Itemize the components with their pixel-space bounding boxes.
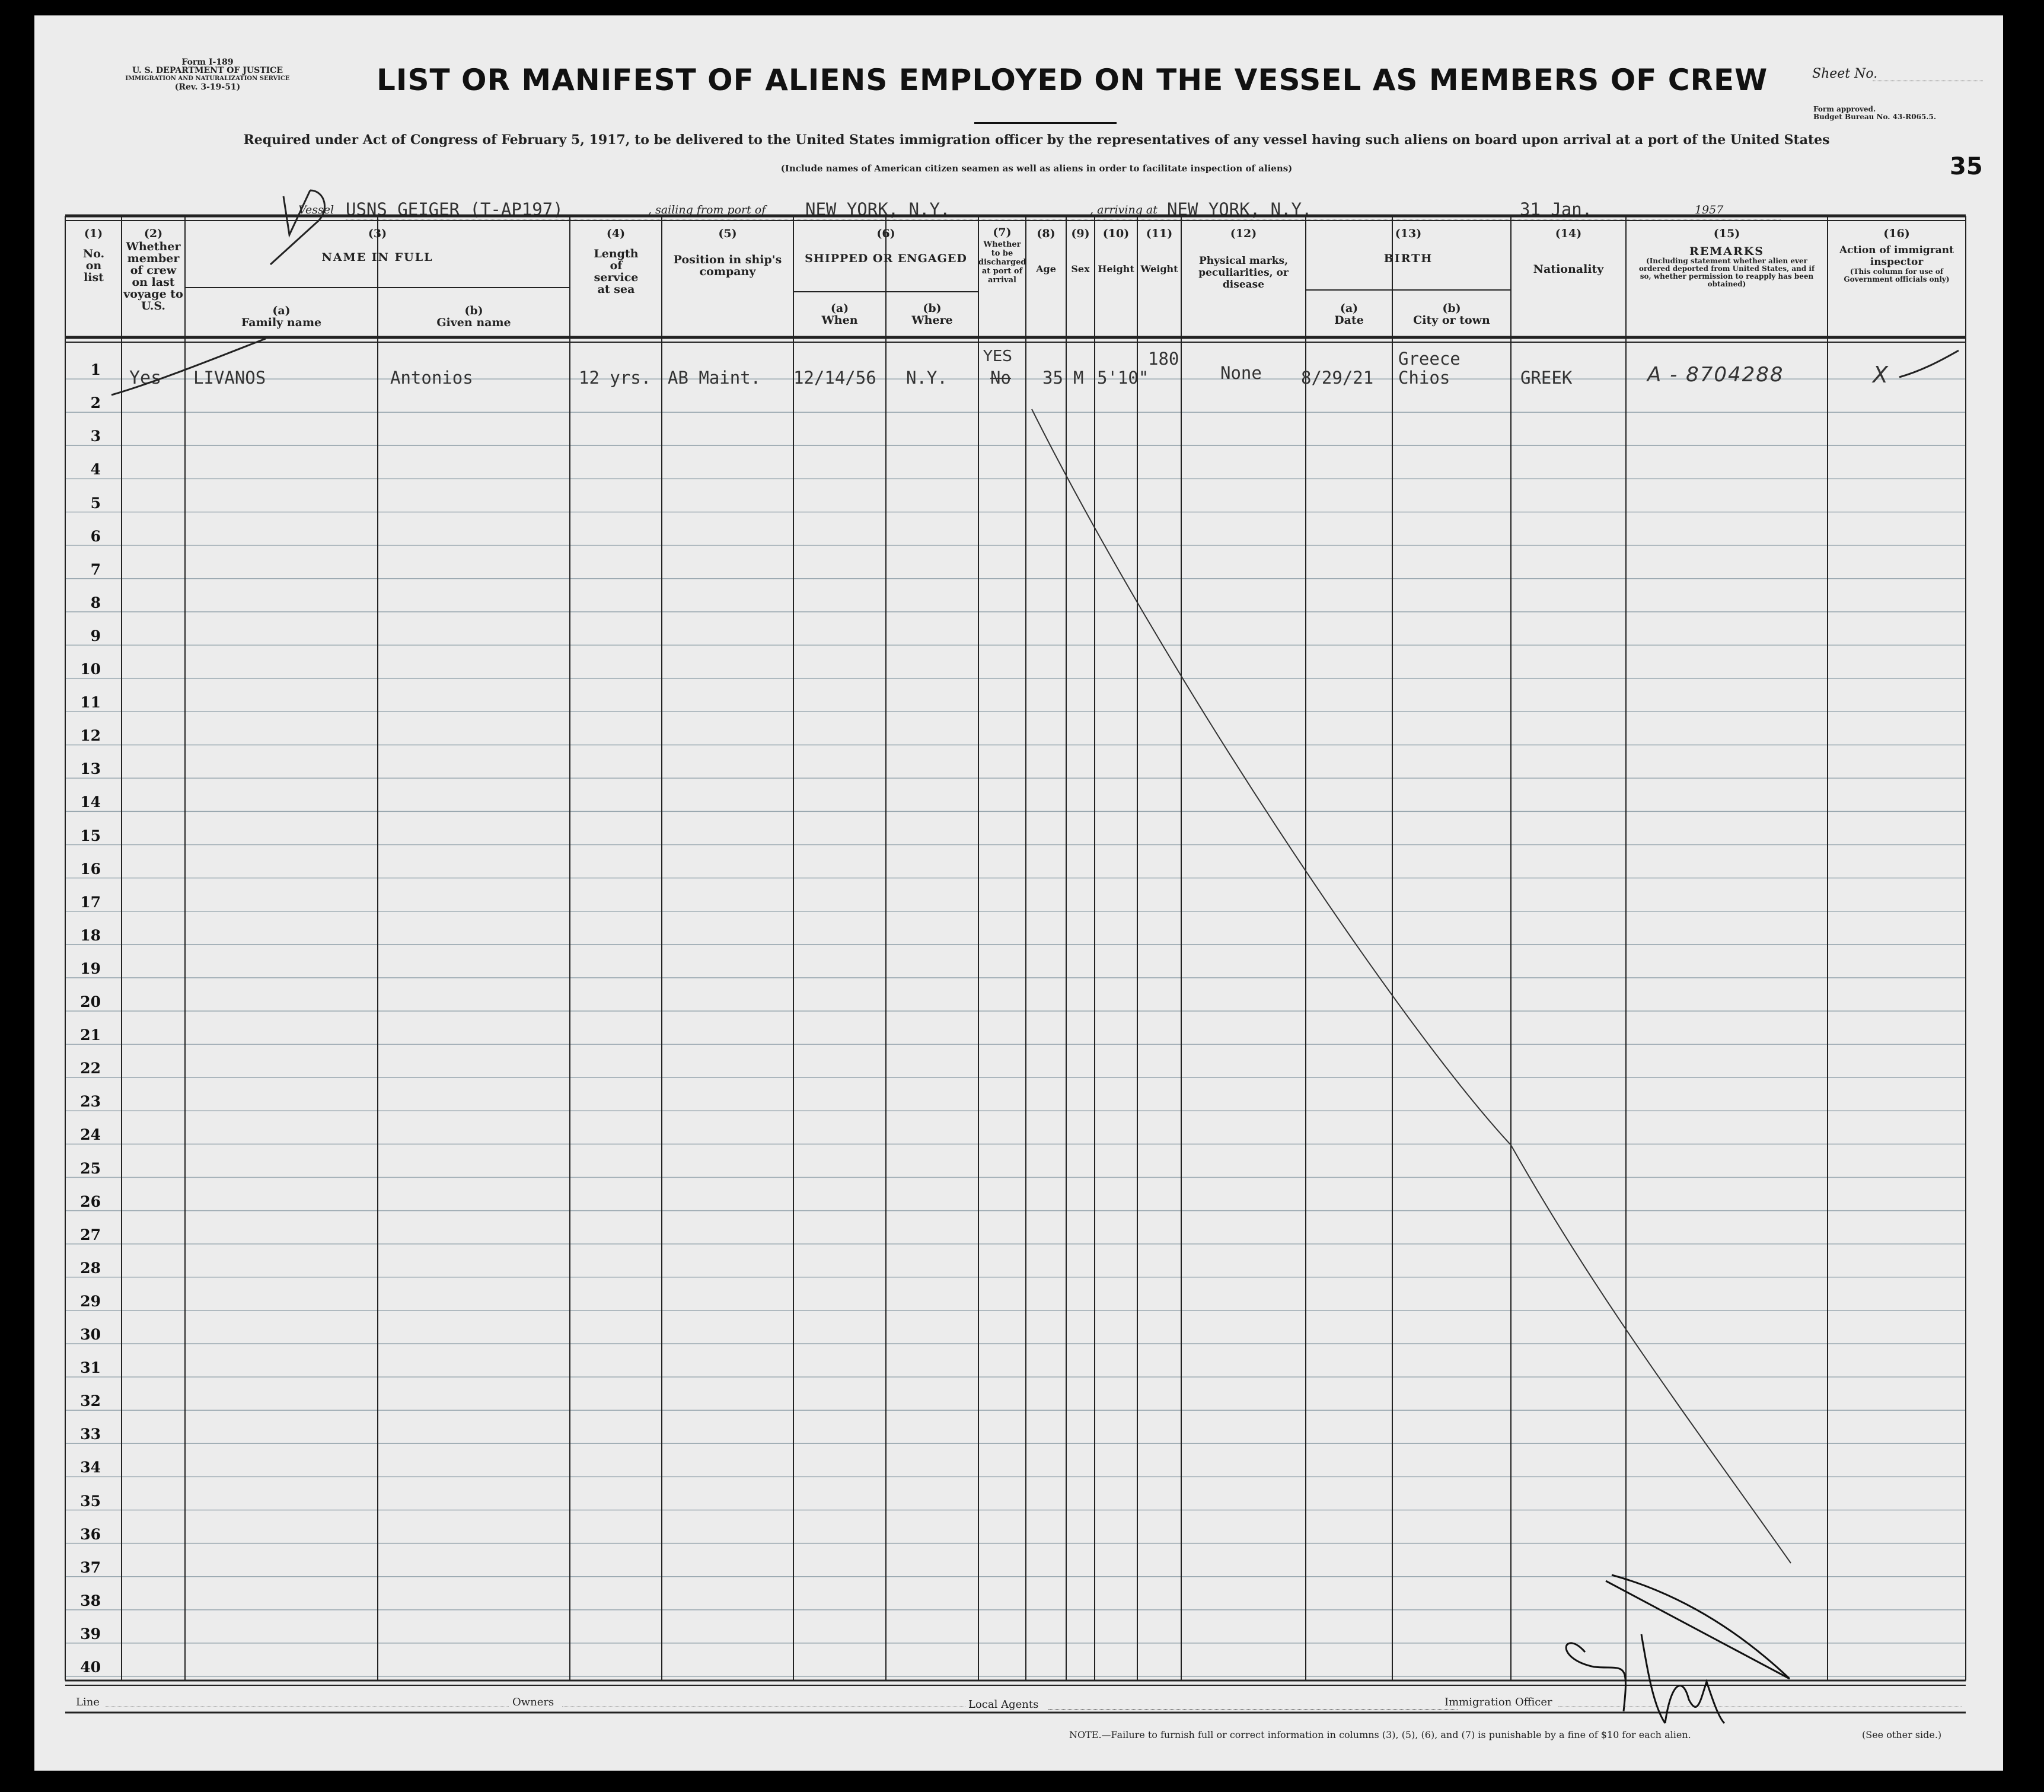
col3a-num: (a) xyxy=(272,304,291,317)
row-number: 40 xyxy=(80,1659,101,1676)
row-number: 25 xyxy=(80,1159,101,1177)
col7-header xyxy=(978,228,1026,285)
shipped-when-value: 12/14/56 xyxy=(793,368,876,388)
col14-label: Nationality xyxy=(1533,263,1604,276)
col6a-num: (a) xyxy=(830,302,849,315)
col13a-header xyxy=(1306,302,1392,326)
col3b-num: (b) xyxy=(464,304,483,317)
budget-bureau: Budget Bureau No. 43-R065.5. xyxy=(1813,113,1937,121)
arrival-date: 31 Jan. xyxy=(1520,199,1593,219)
col3a-label: Family name xyxy=(241,316,322,329)
height-value: 5'10" xyxy=(1097,368,1149,388)
row-number: 13 xyxy=(80,760,101,778)
col8-header xyxy=(1026,228,1066,275)
row-number: 3 xyxy=(90,428,101,445)
birth-city-value: Chios xyxy=(1398,368,1450,388)
row-number: 38 xyxy=(80,1592,101,1609)
row-number: 8 xyxy=(90,594,101,611)
col8-label: Age xyxy=(1036,263,1056,275)
weight-value: 180 xyxy=(1148,349,1179,369)
col15-sub: (Including statement whether alien ever ordered deported from United States, and if so, whether permission to reapply has been obtained) xyxy=(1638,257,1815,288)
col14-num: (14) xyxy=(1555,227,1582,240)
col6a-label: When xyxy=(821,314,858,327)
form-number: Form I-189 xyxy=(181,58,234,67)
col14-header xyxy=(1511,228,1626,275)
footer-line-label: Line xyxy=(76,1696,100,1708)
col1-num: (1) xyxy=(84,227,103,240)
birth-country-value: Greece xyxy=(1398,349,1461,369)
col1-label: No. on list xyxy=(82,247,105,284)
col15-header xyxy=(1626,228,1828,288)
col3b-label: Given name xyxy=(436,316,511,329)
row-number: 27 xyxy=(80,1226,101,1243)
col9-header xyxy=(1066,228,1095,275)
col13b-header xyxy=(1392,302,1511,326)
col13-label: BIRTH xyxy=(1383,252,1433,265)
col6-num: (6) xyxy=(876,227,895,240)
vessel-name: USNS GEIGER (T-AP197) xyxy=(346,199,563,219)
vessel-label: Vessel xyxy=(298,203,334,216)
shipped-where-value: N.Y. xyxy=(906,368,948,388)
row-number: 2 xyxy=(90,394,101,412)
row-number: 5 xyxy=(90,494,101,512)
col3b-header xyxy=(378,305,570,329)
row-number: 10 xyxy=(80,661,101,678)
row-number: 31 xyxy=(80,1359,101,1377)
col2-label: Whether member of crew on last voyage to U.S. xyxy=(123,240,183,313)
arriving-port: NEW YORK, N.Y. xyxy=(1167,199,1312,219)
service-value: 12 yrs. xyxy=(579,368,652,388)
col7-label: Whether to be discharged at port of arrival xyxy=(978,240,1026,285)
col4-header xyxy=(570,228,662,295)
col3-header xyxy=(185,228,570,263)
col11-num: (11) xyxy=(1146,227,1173,240)
col13-header xyxy=(1306,228,1511,264)
col12-label: Physical marks, peculiarities, or disease xyxy=(1198,255,1289,291)
col5-label: Position in ship's company xyxy=(673,253,782,278)
form-revision: (Rev. 3-19-51) xyxy=(174,82,241,92)
col15-num: (15) xyxy=(1713,227,1740,240)
row-number: 22 xyxy=(80,1060,101,1077)
row-number: 17 xyxy=(80,893,101,911)
col15-label: REMARKS xyxy=(1689,245,1765,258)
col10-num: (10) xyxy=(1102,227,1130,240)
col6-header xyxy=(793,228,978,264)
arriving-label: , arriving at xyxy=(1090,203,1157,216)
col6b-num: (b) xyxy=(923,302,942,315)
col12-header xyxy=(1181,228,1306,291)
discharge-yes-value: YES xyxy=(983,347,1012,365)
row-number: 11 xyxy=(80,694,101,712)
col16-num: (16) xyxy=(1883,227,1910,240)
sailing-port: NEW YORK, N.Y. xyxy=(805,199,951,219)
row-number: 24 xyxy=(80,1126,101,1144)
row-number: 35 xyxy=(80,1492,101,1510)
agency-name: U. S. DEPARTMENT OF JUSTICE xyxy=(132,66,283,75)
arrival-year: 1957 xyxy=(1695,203,1724,216)
include-note: (Include names of American citizen seamen as well as aliens in order to facilitate inspection of aliens) xyxy=(780,163,1293,174)
row-number: 14 xyxy=(80,793,101,811)
row-number: 16 xyxy=(80,860,101,878)
col13b-label: City or town xyxy=(1413,314,1490,327)
col2-num: (2) xyxy=(144,227,163,240)
col9-num: (9) xyxy=(1071,227,1090,240)
col3-label: NAME IN FULL xyxy=(321,251,433,264)
form-approved: Form approved. xyxy=(1813,105,1876,113)
row-number: 6 xyxy=(90,527,101,545)
row-number: 23 xyxy=(80,1093,101,1111)
given-name-value: Antonios xyxy=(390,368,473,388)
row-number: 20 xyxy=(80,993,101,1010)
footer-see-other: (See other side.) xyxy=(1862,1729,1942,1740)
sheet-number-label: Sheet No. xyxy=(1812,66,1878,81)
col8-num: (8) xyxy=(1037,227,1056,240)
sex-value: M xyxy=(1073,368,1084,388)
col10-label: Height xyxy=(1098,263,1134,275)
remarks-value: A - 8704288 xyxy=(1647,363,1784,387)
inspector-mark-value: X xyxy=(1873,362,1889,388)
footer-agents-dots xyxy=(1048,1709,1458,1710)
footer-officer-label: Immigration Officer xyxy=(1444,1696,1552,1708)
row-number: 7 xyxy=(90,560,101,578)
birth-date-value: 8/29/21 xyxy=(1301,368,1374,388)
row-number: 18 xyxy=(80,926,101,944)
row-number: 37 xyxy=(80,1558,101,1576)
row-number: 29 xyxy=(80,1292,101,1310)
row-number: 12 xyxy=(80,727,101,745)
col6a-header xyxy=(793,302,886,326)
row-number: 28 xyxy=(80,1259,101,1277)
col4-num: (4) xyxy=(606,227,626,240)
col6b-label: Where xyxy=(911,314,953,327)
col2-header xyxy=(122,228,185,312)
col4-label: Length of service at sea xyxy=(594,247,639,296)
row-number: 19 xyxy=(80,959,101,977)
row-number: 34 xyxy=(80,1459,101,1477)
row-number: 9 xyxy=(90,627,101,645)
row-number: 32 xyxy=(80,1392,101,1410)
col7-num: (7) xyxy=(993,226,1012,239)
col16-sub: (This column for use of Government officials only) xyxy=(1844,267,1950,283)
row-number: 33 xyxy=(80,1426,101,1443)
col11-label: Weight xyxy=(1140,263,1178,275)
col11-header xyxy=(1137,228,1181,275)
col13b-num: (b) xyxy=(1442,302,1461,315)
col6b-header xyxy=(886,302,978,326)
marks-value: None xyxy=(1220,363,1262,383)
col3a-header xyxy=(185,305,378,329)
col16-header xyxy=(1828,228,1966,283)
last-voyage-value: Yes xyxy=(129,368,162,388)
form-subtitle: Required under Act of Congress of February 5, 1917, to be delivered to the United States immigration officer by the representatives of any vessel having such aliens on board upon arrival at a port of the United States xyxy=(243,132,1830,148)
position-value: AB Maint. xyxy=(668,368,761,388)
col10-header xyxy=(1095,228,1137,275)
col13a-num: (a) xyxy=(1340,302,1359,315)
inspector-signature xyxy=(1529,1557,1896,1735)
family-name-value: LIVANOS xyxy=(193,368,266,388)
manifest-sheet xyxy=(34,15,2003,1771)
col9-label: Sex xyxy=(1071,263,1090,275)
col5-num: (5) xyxy=(718,227,737,240)
sailing-label: , sailing from port of xyxy=(648,203,766,216)
discharge-no-value: No xyxy=(990,368,1011,388)
col13-num: (13) xyxy=(1395,227,1422,240)
col5-header xyxy=(662,228,793,278)
row-number: 26 xyxy=(80,1192,101,1210)
row-number: 4 xyxy=(90,461,101,479)
footer-agents-label: Local Agents xyxy=(968,1698,1039,1711)
col13a-label: Date xyxy=(1334,314,1364,327)
nationality-value: GREEK xyxy=(1520,368,1573,388)
col16-label: Action of immigrant inspector xyxy=(1839,244,1954,268)
col12-num: (12) xyxy=(1230,227,1257,240)
footer-owners-label: Owners xyxy=(512,1696,554,1708)
agency-service: IMMIGRATION AND NATURALIZATION SERVICE xyxy=(125,75,290,82)
inspector-tick-mark xyxy=(1896,347,1962,383)
col6-label: SHIPPED OR ENGAGED xyxy=(805,252,967,265)
row-number: 39 xyxy=(80,1625,101,1643)
row-number: 21 xyxy=(80,1026,101,1044)
footer-note: NOTE.—Failure to furnish full or correct information in columns (3), (5), (6), and (7) is punishable by a fine of $10 for each alien. xyxy=(1069,1729,1691,1740)
page-number: 35 xyxy=(1950,153,1983,180)
row-number: 15 xyxy=(80,827,101,844)
row-number: 1 xyxy=(90,361,101,379)
cancellation-line xyxy=(1032,409,1791,1563)
row-number: 36 xyxy=(80,1525,101,1543)
form-title: LIST OR MANIFEST OF ALIENS EMPLOYED ON THE VESSEL AS MEMBERS OF CREW xyxy=(377,63,1768,97)
age-value: 35 xyxy=(1042,368,1063,388)
row-number: 30 xyxy=(80,1326,101,1343)
col3-num: (3) xyxy=(368,227,387,240)
col1-header xyxy=(65,228,122,283)
